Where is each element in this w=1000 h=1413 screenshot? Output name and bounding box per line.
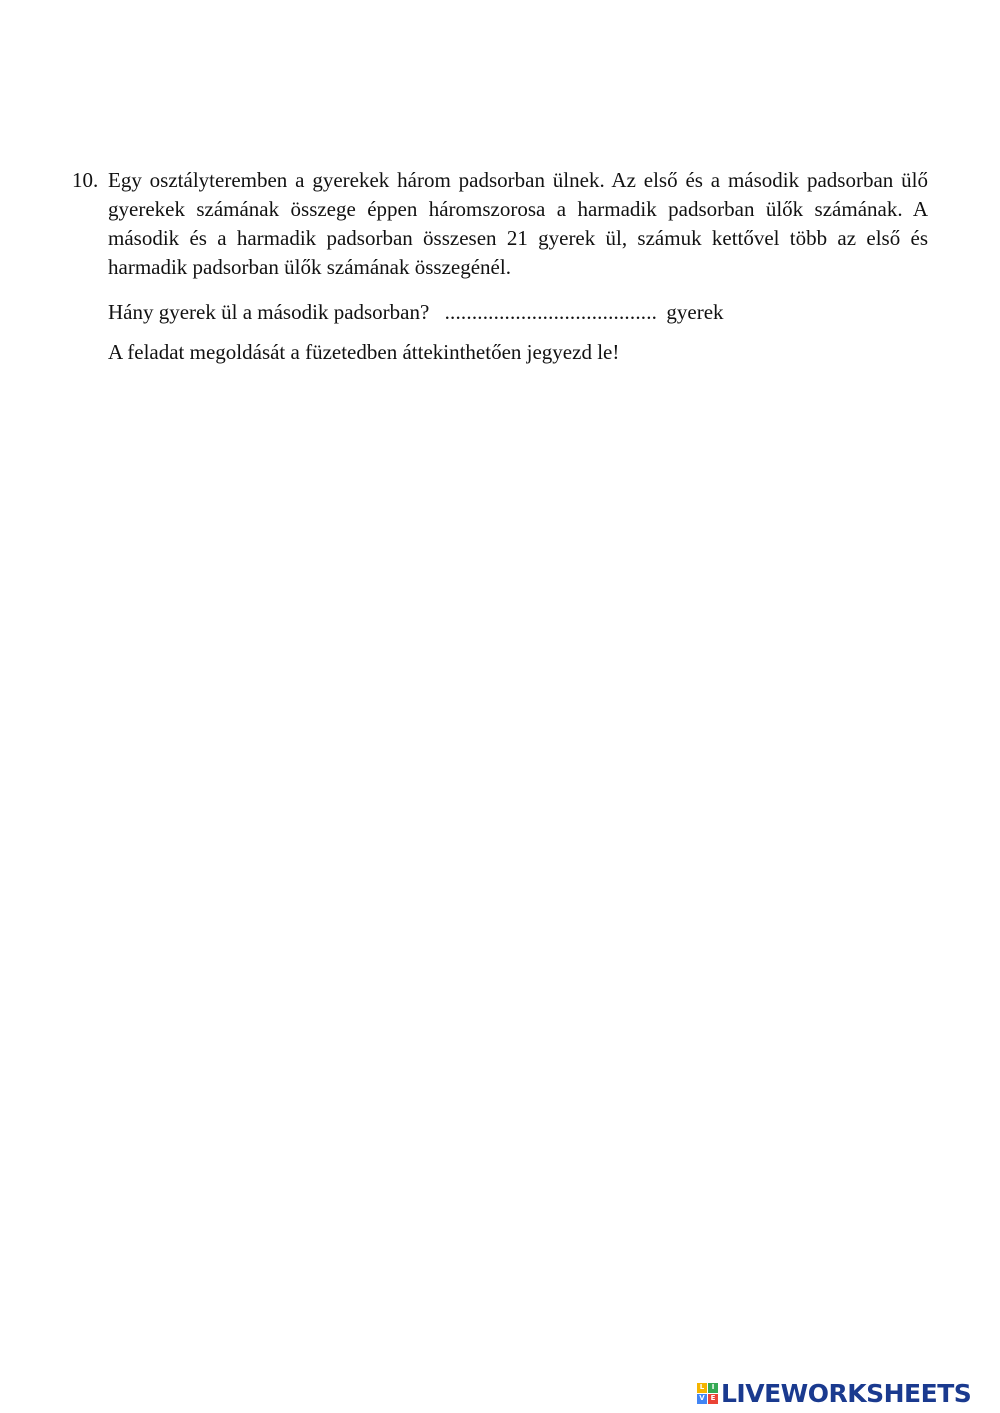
liveworksheets-wordmark: LIVEWORKSHEETS: [721, 1378, 972, 1408]
instruction-text: A feladat megoldását a füzetedben áttekinthetően jegyezd le!: [108, 340, 620, 364]
mark-letter-l: L: [697, 1383, 707, 1393]
mark-letter-i: I: [708, 1383, 718, 1393]
mark-letter-v: V: [697, 1394, 707, 1404]
mark-letter-e: E: [708, 1394, 718, 1404]
liveworksheets-logo: [697, 1378, 971, 1408]
task-body: [108, 166, 928, 367]
task-10: [72, 166, 928, 367]
liveworksheets-mark-icon: [697, 1383, 718, 1404]
task-paragraph: Egy osztályteremben a gyerekek három padsorban ülnek. Az első és a második padsorban ülő gyerekek számának összege éppen háromszorosa a harmadik padsorban ülők számának. A második és a harmadik padsorban összesen 21 gyerek ül, számuk kettővel több az első és harmadik padsorban ülők számának összegénél.: [108, 168, 928, 279]
answer-unit: gyerek: [666, 300, 724, 324]
answer-blank[interactable]: .......................................: [444, 300, 658, 324]
question-line: [108, 298, 928, 327]
task-number: 10.: [72, 168, 99, 192]
question-text: Hány gyerek ül a második padsorban?: [108, 300, 430, 324]
